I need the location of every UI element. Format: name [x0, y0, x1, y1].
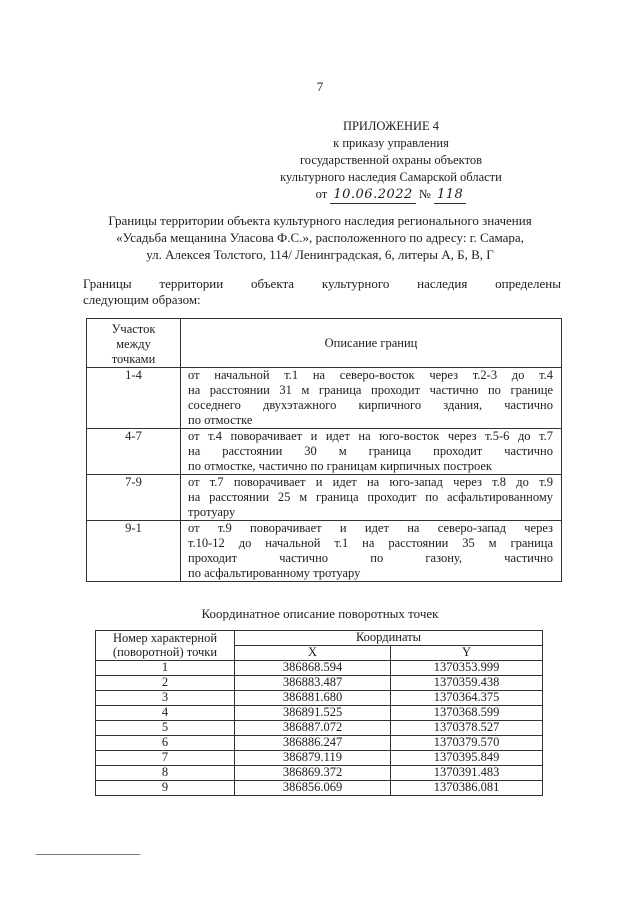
description-line: от начальной т.1 на северо-восток через т.2-3 до т.4	[188, 368, 553, 382]
coords-row	[96, 706, 543, 721]
point-header-line: Номер характерной	[112, 631, 218, 645]
intro-paragraph: Границы территории объекта культурного наследия определены	[83, 276, 561, 291]
section-header	[87, 319, 181, 368]
boundaries-table	[86, 318, 562, 582]
y-coordinate-cell: 1370364.375	[391, 691, 543, 706]
point-number-cell: 5	[96, 721, 235, 736]
description-cell	[181, 521, 562, 582]
from-label: от	[315, 187, 328, 201]
y-coordinate-cell: 1370378.527	[391, 721, 543, 736]
boundary-row	[87, 429, 562, 475]
section-header-line: Участок	[111, 322, 156, 336]
description-cell	[181, 475, 562, 521]
point-number-cell: 9	[96, 781, 235, 796]
y-coordinate-cell: 1370359.438	[391, 676, 543, 691]
section-cell: 7-9	[87, 475, 181, 521]
x-coordinate-cell: 386891.525	[235, 706, 391, 721]
coords-row	[96, 736, 543, 751]
x-coordinate-cell: 386879.119	[235, 751, 391, 766]
coords-row	[96, 676, 543, 691]
point-number-cell: 6	[96, 736, 235, 751]
description-line: на расстоянии 30 м граница проходит частично	[188, 444, 553, 458]
description-line: т.10-12 до начальной т.1 на расстоянии 35 м граница	[188, 536, 553, 550]
x-coordinate-cell: 386887.072	[235, 721, 391, 736]
y-coordinate-cell: 1370353.999	[391, 661, 543, 676]
point-number-cell: 7	[96, 751, 235, 766]
point-header-line: (поворотной) точки	[112, 644, 218, 659]
x-coordinate-cell: 386868.594	[235, 661, 391, 676]
section-cell: 9-1	[87, 521, 181, 582]
number-label: №	[418, 187, 431, 201]
y-coordinate-cell: 1370386.081	[391, 781, 543, 796]
description-cell	[181, 429, 562, 475]
boundary-row	[87, 368, 562, 429]
y-coordinate-cell: 1370379.570	[391, 736, 543, 751]
intro-paragraph-end: следующим образом:	[83, 292, 201, 307]
section-cell: 4-7	[87, 429, 181, 475]
x-coordinate-cell: 386869.372	[235, 766, 391, 781]
heading-line-2: «Усадьба мещанина Уласова Ф.С.», расположенного по адресу: г. Самара,	[116, 230, 524, 245]
point-number-cell: 3	[96, 691, 235, 706]
section-header-line: между	[116, 337, 151, 351]
order-date-line	[280, 186, 502, 204]
page-number: 7	[316, 79, 324, 94]
boundary-row	[87, 521, 562, 582]
coords-caption: Координатное описание поворотных точек	[201, 606, 439, 621]
coords-row	[96, 661, 543, 676]
point-number-cell: 1	[96, 661, 235, 676]
description-line: от т.4 поворачивает и идет на юго-восток через т.5-6 до т.7	[188, 429, 553, 443]
coords-header-row	[96, 631, 543, 646]
coords-row	[96, 721, 543, 736]
description-line: от т.9 поворачивает и идет на северо-запад через	[188, 521, 553, 535]
description-header: Описание границ	[181, 319, 562, 368]
document-heading	[70, 212, 570, 263]
coords-row	[96, 691, 543, 706]
point-number-header	[96, 631, 235, 661]
appendix-line-1: к приказу управления	[333, 136, 449, 150]
heading-line-3: ул. Алексея Толстого, 114/ Ленинградская, 6, литеры А, Б, В, Г	[146, 247, 494, 262]
description-line: по асфальтированному тротуару	[188, 566, 361, 580]
point-number-cell: 8	[96, 766, 235, 781]
y-coordinate-cell: 1370368.599	[391, 706, 543, 721]
point-number-cell: 2	[96, 676, 235, 691]
appendix-block	[280, 118, 502, 204]
coordinates-header: Координаты	[235, 631, 543, 646]
section-cell: 1-4	[87, 368, 181, 429]
description-line: по отмостке, частично по границам кирпичных построек	[188, 459, 493, 473]
y-header: Y	[391, 646, 543, 661]
x-coordinate-cell: 386886.247	[235, 736, 391, 751]
coords-row	[96, 781, 543, 796]
x-coordinate-cell: 386856.069	[235, 781, 391, 796]
footer-rule	[36, 854, 140, 855]
order-date: 10.06.2022	[330, 186, 415, 204]
description-line: от т.7 поворачивает и идет на юго-запад через т.8 до т.9	[188, 475, 553, 489]
coords-row	[96, 751, 543, 766]
boundaries-header-row	[87, 319, 562, 368]
description-line: проходит частично по газону, частично	[188, 551, 553, 565]
description-line: тротуару	[188, 505, 236, 519]
description-line: на расстоянии 31 м граница проходит частично по границе	[188, 383, 553, 397]
heading-line-1: Границы территории объекта культурного наследия регионального значения	[108, 213, 532, 228]
appendix-line-3: культурного наследия Самарской области	[280, 170, 502, 184]
order-number: 118	[434, 186, 466, 204]
section-header-line: точками	[111, 352, 156, 366]
description-line: по отмостке	[188, 413, 253, 427]
coords-row	[96, 766, 543, 781]
appendix-title: ПРИЛОЖЕНИЕ 4	[342, 119, 440, 133]
description-line: на расстоянии 25 м граница проходит по асфальтированному	[188, 490, 553, 504]
description-cell	[181, 368, 562, 429]
boundary-row	[87, 475, 562, 521]
point-number-cell: 4	[96, 706, 235, 721]
description-line: соседнего двухэтажного кирпичного здания, частично	[188, 398, 553, 412]
coordinates-table	[95, 630, 543, 796]
y-coordinate-cell: 1370395.849	[391, 751, 543, 766]
x-coordinate-cell: 386883.487	[235, 676, 391, 691]
appendix-line-2: государственной охраны объектов	[299, 153, 483, 167]
y-coordinate-cell: 1370391.483	[391, 766, 543, 781]
x-coordinate-cell: 386881.680	[235, 691, 391, 706]
x-header: X	[235, 646, 391, 661]
